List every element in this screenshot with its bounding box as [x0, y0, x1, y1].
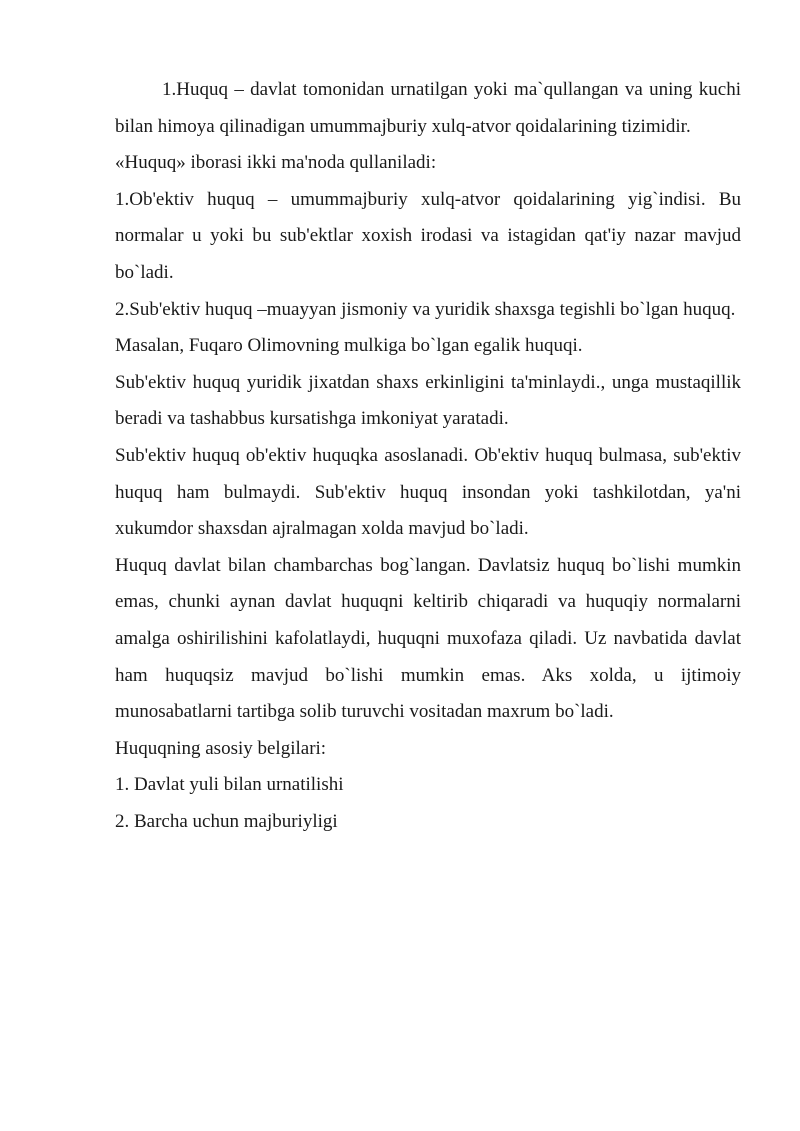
- paragraph-two-meanings: «Huquq» iborasi ikki ma'noda qullaniladi:: [115, 152, 437, 174]
- paragraph-objective-law: 1.Ob'ektiv huquq – umummajburiy xulq-atvor qoidalarining yig`indisi. Bu normalar u yoki bu sub'ektlar xoxish irodasi va istagidan qat'iy nazar mavjud bo`ladi.: [115, 188, 741, 283]
- paragraph-subjective-law: 2.Sub'ektiv huquq –muayyan jismoniy va yuridik shaxsga tegishli bo`lgan huquq.: [115, 298, 736, 320]
- paragraph-features-heading: Huquqning asosiy belgilari:: [115, 737, 327, 759]
- paragraph-law-and-state: Huquq davlat bilan chambarchas bog`langan. Davlatsiz huquq bo`lishi mumkin emas, chunki aynan davlat huquqni keltirib chiqaradi va huquqiy normalarni amalga oshirilishini kafolatlaydi, huquqni muxofaza qiladi. Uz navbatida davlat ham huquqsiz mavjud bo`lishi mumkin emas. Aks xolda, u ijtimoiy munosabatlarni tartibga solib turuvchi vositadan maxrum bo`ladi.: [115, 554, 741, 723]
- list-item-feature-2: 2. Barcha uchun majburiyligi: [115, 810, 338, 832]
- paragraph-example: Masalan, Fuqaro Olimovning mulkiga bo`lgan egalik huquqi.: [115, 335, 583, 357]
- paragraph-subjective-basis: Sub'ektiv huquq ob'ektiv huquqka asoslanadi. Ob'ektiv huquq bulmasa, sub'ektiv huquq ham bulmaydi. Sub'ektiv huquq insondan yoki tashkilotdan, ya'ni xukumdor shaxsdan ajralmagan xolda mavjud bo`ladi.: [115, 444, 741, 540]
- document-body: [115, 72, 741, 840]
- list-item-feature-1: 1. Davlat yuli bilan urnatilishi: [115, 774, 344, 796]
- paragraph-definition: 1.Huquq – davlat tomonidan urnatilgan yoki ma`qullangan va uning kuchi bilan himoya qilinadigan umummajburiy xulq-atvor qoidalarining tizimidir.: [115, 79, 741, 137]
- paragraph-subjective-freedom: Sub'ektiv huquq yuridik jixatdan shaxs erkinligini ta'minlaydi., unga mustaqillik beradi va tashabbus kursatishga imkoniyat yaratadi.: [115, 371, 741, 430]
